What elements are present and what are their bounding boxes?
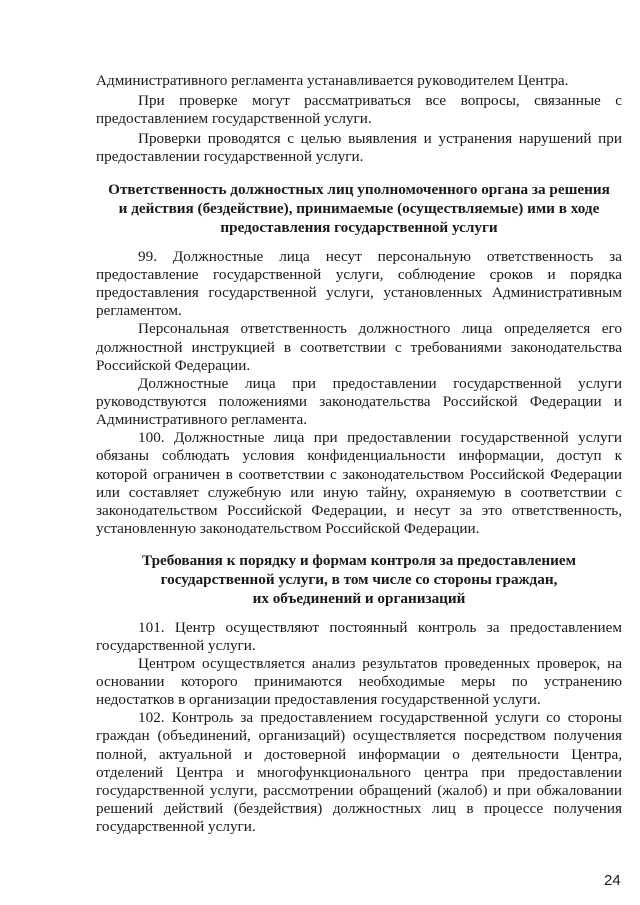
section-heading: и действия (бездействие), принимаемые (осуществляемые) ими в ходе [118, 200, 600, 217]
text-line: 99. Должностные лица несут персональную ответственность за [138, 248, 622, 265]
text-line: предоставлением государственной услуги. [96, 110, 372, 127]
text-line: руководствуются положениями законодательства Российской Федерации и [96, 393, 622, 410]
text-line: 100. Должностные лица при предоставлении государственной услуги [138, 429, 622, 446]
text-line: граждан (объединений, организаций) осуществляется посредством получения [96, 727, 622, 744]
text-line: Российской Федерации. [96, 357, 251, 374]
text-line: 102. Контроль за предоставлением государственной услуги со стороны [138, 709, 622, 726]
section-heading: предоставления государственной услуги [220, 219, 498, 236]
text-line: полной, актуальной и достоверной информации о деятельности Центра, [96, 746, 622, 763]
page-number: 24 [604, 872, 621, 889]
text-line: которой ограничен в соответствии с законодательством Российской Федерации [96, 466, 622, 483]
text-line: Персональная ответственность должностного лица определяется его [138, 320, 622, 337]
text-line: государственной услуги, рассмотрении обращений (жалоб) и при обжаловании [96, 782, 622, 799]
text-line: или составляет служебную или иную тайну, охраняемую в соответствии с [96, 484, 622, 501]
text-line: 101. Центр осуществляют постоянный контроль за предоставлением [138, 619, 622, 636]
text-line: Должностные лица при предоставлении государственной услуги [138, 375, 622, 392]
text-line: государственной услуги. [96, 818, 256, 835]
text-line: предоставления государственной услуги, установленных Административным [96, 284, 622, 301]
text-line: регламентом. [96, 302, 182, 319]
text-line: основании которого принимаются необходимые меры по устранению [96, 673, 622, 690]
text-line: Проверки проводятся с целью выявления и устранения нарушений при [138, 130, 622, 147]
text-line: предоставление государственной услуги, соблюдение сроков и порядка [96, 266, 622, 283]
text-line: обязаны соблюдать условия конфиденциальности информации, доступ к [96, 447, 622, 464]
section-heading: их объединений и организаций [252, 590, 466, 607]
text-line: отделений Центра и многофункционального центра при предоставлении [96, 764, 622, 781]
text-line: государственной услуги. [96, 637, 256, 654]
section-heading: Ответственность должностных лиц уполномоченного органа за решения [108, 181, 610, 198]
text-line: установленную законодательством Российской Федерации. [96, 520, 480, 537]
text-line: решений действий (бездействия) должностных лиц в процессе получения [96, 800, 622, 817]
section-heading: Требования к порядку и формам контроля за предоставлением [142, 552, 576, 569]
text-line: При проверке могут рассматриваться все вопросы, связанные с [138, 92, 622, 109]
text-line: Административного регламента. [96, 411, 308, 428]
text-line: Административного регламента устанавливается руководителем Центра. [96, 72, 569, 89]
section-heading: государственной услуги, в том числе со стороны граждан, [160, 571, 558, 588]
text-line: должностной инструкцией в соответствии с требованиями законодательства [96, 339, 622, 356]
text-line: законодательством Российской Федерации, и несут за это ответственность, [96, 502, 622, 519]
text-line: Центром осуществляется анализ результатов проведенных проверок, на [138, 655, 622, 672]
text-line: недостатков в организации предоставления государственной услуги. [96, 691, 541, 708]
text-line: предоставлении государственной услуги. [96, 148, 364, 165]
